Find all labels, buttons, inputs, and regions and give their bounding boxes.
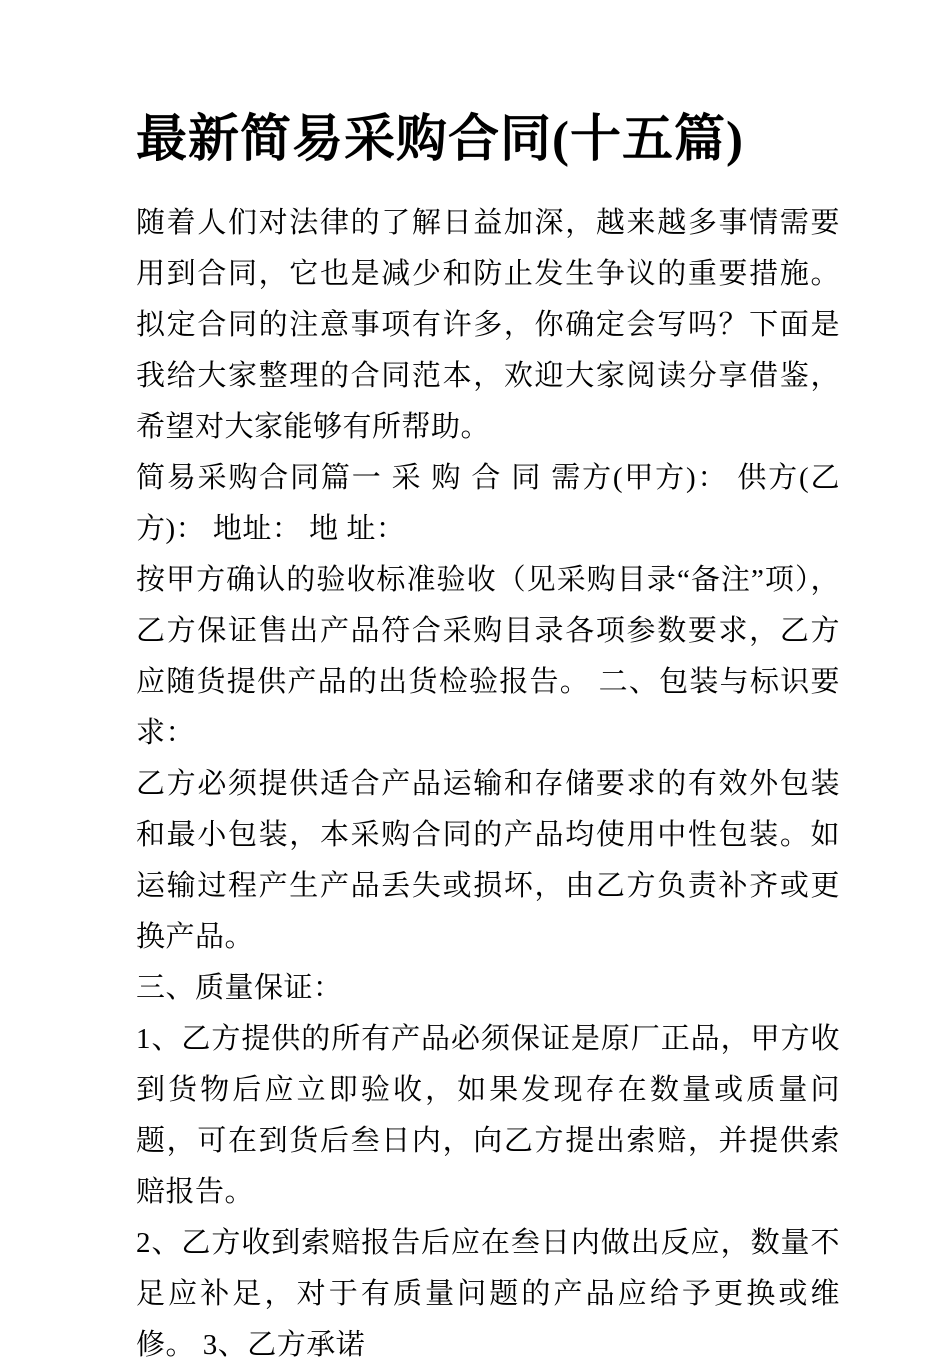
document-title: 最新简易采购合同(十五篇) xyxy=(136,112,744,168)
document-body xyxy=(136,198,840,1371)
paragraph-acceptance-and-packaging-heading: 按甲方确认的验收标准验收（见采购目录“备注”项），乙方保证售出产品符合采购目录各项参数要求，乙方应随货提供产品的出货检验报告。 二、包装与标识要求： xyxy=(136,564,840,749)
paragraph-quality-clause-1: 1、乙方提供的所有产品必须保证是原厂正品，甲方收到货物后应立即验收，如果发现存在数量或质量问题，可在到货后叁日内，向乙方提出索赔，并提供索赔报告。 xyxy=(136,1023,840,1208)
paragraph-packaging-requirements: 乙方必须提供适合产品运输和存储要求的有效外包装和最小包装，本采购合同的产品均使用中性包装。如运输过程产生产品丢失或损坏，由乙方负责补齐或更换产品。 xyxy=(136,768,840,953)
paragraph-contract-heading-parties: 简易采购合同篇一 采 购 合 同 需方(甲方)： 供方(乙方)： 地址： 地 址： xyxy=(136,462,840,545)
paragraph-quality-clause-2: 2、乙方收到索赔报告后应在叁日内做出反应，数量不足应补足，对于有质量问题的产品应给予更换或维修。 3、乙方承诺 xyxy=(136,1227,840,1361)
paragraph-intro: 随着人们对法律的了解日益加深，越来越多事情需要用到合同，它也是减少和防止发生争议的重要措施。拟定合同的注意事项有许多，你确定会写吗？下面是我给大家整理的合同范本，欢迎大家阅读分享借鉴，希望对大家能够有所帮助。 xyxy=(136,207,840,443)
paragraph-quality-guarantee-heading: 三、质量保证： xyxy=(136,972,343,1004)
